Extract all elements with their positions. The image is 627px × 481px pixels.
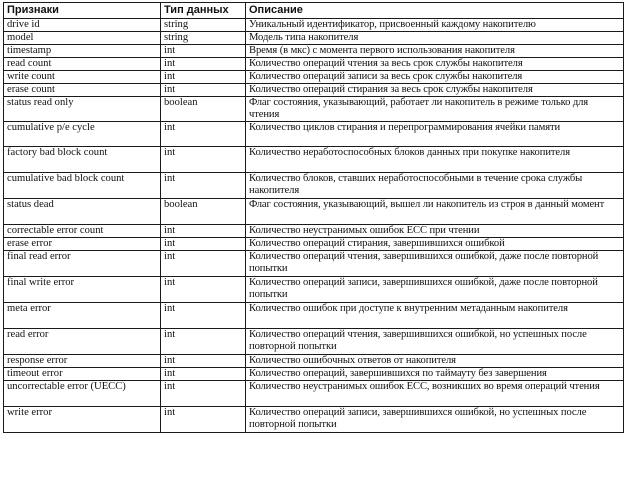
feature-name: timeout error: [4, 368, 161, 381]
feature-description: Флаг состояния, указывающий, вышел ли накопитель из строя в данный момент: [246, 199, 624, 225]
feature-type: int: [161, 173, 246, 199]
table-row: [4, 97, 624, 122]
feature-type: string: [161, 19, 246, 32]
feature-description: Уникальный идентификатор, присвоенный каждому накопителю: [246, 19, 624, 32]
table-row: [4, 32, 624, 45]
table-row: [4, 303, 624, 329]
table-row: [4, 381, 624, 407]
feature-description: Время (в мкс) с момента первого использования накопителя: [246, 45, 624, 58]
feature-type: int: [161, 381, 246, 407]
feature-name: final write error: [4, 277, 161, 303]
feature-name: timestamp: [4, 45, 161, 58]
feature-name: cumulative bad block count: [4, 173, 161, 199]
table-row: [4, 329, 624, 355]
table-row: [4, 251, 624, 277]
feature-name: erase error: [4, 238, 161, 251]
table-row: [4, 58, 624, 71]
feature-name: read count: [4, 58, 161, 71]
feature-type: int: [161, 355, 246, 368]
features-table: [3, 2, 624, 433]
feature-type: int: [161, 45, 246, 58]
feature-name: cumulative p/e cycle: [4, 122, 161, 147]
table-row: [4, 277, 624, 303]
feature-name: correctable error count: [4, 225, 161, 238]
feature-name: read error: [4, 329, 161, 355]
table-row: [4, 147, 624, 173]
feature-name: status dead: [4, 199, 161, 225]
feature-type: int: [161, 71, 246, 84]
table-header: [4, 3, 624, 19]
header-description: Описание: [246, 3, 624, 19]
feature-description: Количество операций, завершившихся по таймауту без завершения: [246, 368, 624, 381]
table-row: [4, 45, 624, 58]
feature-description: Количество неустранимых ошибок ECC при чтении: [246, 225, 624, 238]
feature-type: int: [161, 122, 246, 147]
feature-type: int: [161, 84, 246, 97]
feature-description: Модель типа накопителя: [246, 32, 624, 45]
feature-name: drive id: [4, 19, 161, 32]
feature-type: int: [161, 238, 246, 251]
feature-description: Количество неустранимых ошибок ECC, возникших во время операций чтения: [246, 381, 624, 407]
feature-type: boolean: [161, 199, 246, 225]
feature-type: int: [161, 147, 246, 173]
feature-type: int: [161, 251, 246, 277]
feature-type: boolean: [161, 97, 246, 122]
feature-description: Количество неработоспособных блоков данных при покупке накопителя: [246, 147, 624, 173]
feature-description: Количество операций чтения, завершившихся ошибкой, но успешных после повторной попытки: [246, 329, 624, 355]
feature-name: model: [4, 32, 161, 45]
feature-type: int: [161, 329, 246, 355]
table-row: [4, 84, 624, 97]
feature-description: Флаг состояния, указывающий, работает ли накопитель в режиме только для чтения: [246, 97, 624, 122]
header-data-type: Тип данных: [161, 3, 246, 19]
feature-description: Количество операций записи за весь срок службы накопителя: [246, 71, 624, 84]
feature-type: int: [161, 303, 246, 329]
feature-description: Количество операций чтения, завершившихся ошибкой, даже после повторной попытки: [246, 251, 624, 277]
table-row: [4, 199, 624, 225]
feature-name: write count: [4, 71, 161, 84]
feature-type: int: [161, 225, 246, 238]
feature-description: Количество операций стирания, завершившихся ошибкой: [246, 238, 624, 251]
feature-name: status read only: [4, 97, 161, 122]
feature-description: Количество циклов стирания и перепрограммирования ячейки памяти: [246, 122, 624, 147]
feature-name: response error: [4, 355, 161, 368]
feature-description: Количество операций стирания за весь срок службы накопителя: [246, 84, 624, 97]
table-row: [4, 225, 624, 238]
feature-name: erase count: [4, 84, 161, 97]
feature-description: Количество ошибочных ответов от накопителя: [246, 355, 624, 368]
table-row: [4, 238, 624, 251]
table-body: [4, 19, 624, 433]
table-row: [4, 368, 624, 381]
table-row: [4, 122, 624, 147]
table-row: [4, 173, 624, 199]
feature-name: final read error: [4, 251, 161, 277]
feature-description: Количество операций чтения за весь срок службы накопителя: [246, 58, 624, 71]
feature-type: string: [161, 32, 246, 45]
feature-type: int: [161, 58, 246, 71]
feature-description: Количество операций записи, завершившихся ошибкой, но успешных после повторной попытки: [246, 407, 624, 433]
feature-name: factory bad block count: [4, 147, 161, 173]
feature-name: uncorrectable error (UECC): [4, 381, 161, 407]
feature-name: meta error: [4, 303, 161, 329]
feature-name: write error: [4, 407, 161, 433]
feature-description: Количество ошибок при доступе к внутренним метаданным накопителя: [246, 303, 624, 329]
feature-type: int: [161, 368, 246, 381]
feature-type: int: [161, 407, 246, 433]
feature-description: Количество операций записи, завершившихся ошибкой, даже после повторной попытки: [246, 277, 624, 303]
header-features: Признаки: [4, 3, 161, 19]
feature-description: Количество блоков, ставших неработоспособными в течение срока службы накопителя: [246, 173, 624, 199]
table-row: [4, 19, 624, 32]
table-row: [4, 407, 624, 433]
header-row: [4, 3, 624, 19]
feature-type: int: [161, 277, 246, 303]
table-row: [4, 355, 624, 368]
table-row: [4, 71, 624, 84]
